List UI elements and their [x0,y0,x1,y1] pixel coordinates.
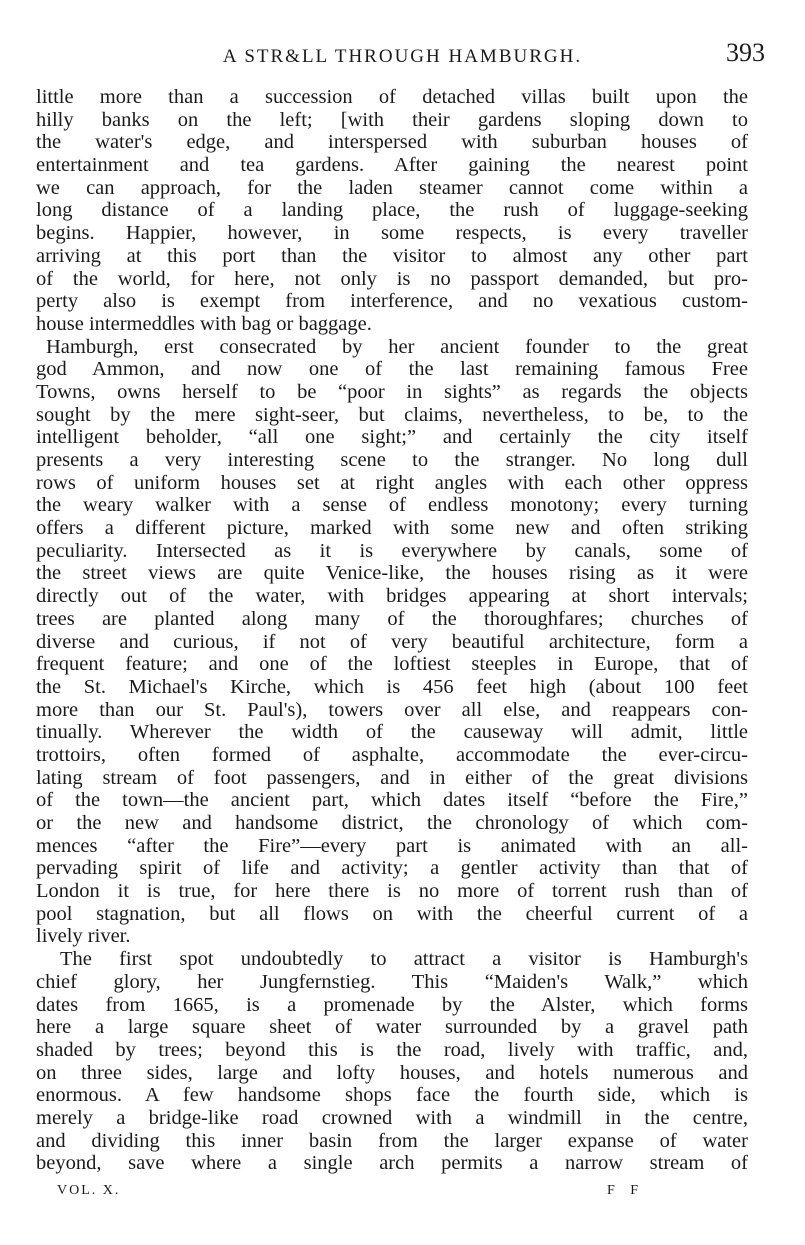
text-line: frequent feature; and one of the loftiest steeples in Europe, that of [36,653,748,676]
text-line: merely a bridge-like road crowned with a windmill in the centre, [36,1106,748,1129]
text-line: here a large square sheet of water surrounded by a gravel path [36,1016,748,1039]
paragraph-end-line: house intermeddles with bag or baggage. [36,312,372,335]
paragraph-first-line: Hamburgh, erst consecrated by her ancient founder to the great [46,335,748,358]
text-line: intelligent beholder, “all one sight;” and certainly the city itself [36,426,748,449]
text-line: chief glory, her Jungfernstieg. This “Maiden's Walk,” which [36,970,748,993]
text-line: the street views are quite Venice-like, the houses rising as it were [36,562,748,585]
text-line: we can approach, for the laden steamer cannot come within a [36,176,748,199]
text-line: or the new and handsome district, the chronology of which com- [36,812,748,834]
text-line: little more than a succession of detached villas built upon the [36,86,748,108]
body-text [36,86,748,1175]
text-line: of the town—the ancient part, which dates itself “before the Fire,” [36,789,748,812]
text-line: of the world, for here, not only is no passport demanded, but pro- [36,267,748,290]
text-line: beyond, save where a single arch permits a narrow stream of [36,1152,748,1175]
signature-mark: F F [607,1183,641,1198]
paragraph-first-line: The first spot undoubtedly to attract a visitor is Hamburgh's [60,948,748,971]
running-title: A STR&LL THROUGH HAMBURGH. [222,46,583,67]
text-line: trottoirs, often formed of asphalte, accommodate the ever-circu- [36,743,748,766]
text-line: offers a different picture, marked with some new and often striking [36,517,748,540]
text-line: on three sides, large and lofty houses, and hotels numerous and [36,1061,748,1084]
page-header [0,38,805,72]
text-line: directly out of the water, with bridges appearing at short intervals; [36,585,748,608]
text-line: rows of uniform houses set at right angles with each other oppress [36,471,748,494]
text-line: Towns, owns herself to be “poor in sights” as regards the objects [36,380,748,403]
text-line: trees are planted along many of the thoroughfares; churches of [36,607,748,630]
text-line: lating stream of foot passengers, and in either of the great divisions [36,766,748,789]
text-line: sought by the mere sight-seer, but claims, nevertheless, to be, to the [36,403,748,426]
text-line: shaded by trees; beyond this is the road, lively with traffic, and, [36,1038,748,1061]
page-number: 393 [726,38,765,67]
text-line: perty also is exempt from interference, and no vexatious custom- [36,290,748,313]
text-line: long distance of a landing place, the rush of luggage-seeking [36,199,748,222]
text-line: peculiarity. Intersected as it is everywhere by canals, some of [36,539,748,562]
paragraph-end-line: lively river. [36,925,131,948]
text-line: mences “after the Fire”—every part is animated with an all- [36,834,748,857]
text-line: pervading spirit of life and activity; a gentler activity than that of [36,857,748,880]
text-line: the water's edge, and interspersed with suburban houses of [36,131,748,154]
text-line: enormous. A few handsome shops face the fourth side, which is [36,1084,748,1107]
text-line: dates from 1665, is a promenade by the Alster, which forms [36,993,748,1016]
page-footer [0,1183,805,1207]
text-line: god Ammon, and now one of the last remaining famous Free [36,358,748,381]
text-line: the St. Michael's Kirche, which is 456 feet high (about 100 feet [36,675,748,698]
text-line: London it is true, for here there is no more of torrent rush than of [36,880,748,903]
text-line: more than our St. Paul's), towers over all else, and reappears con- [36,698,748,721]
text-line: entertainment and tea gardens. After gaining the nearest point [36,154,748,177]
text-line: tinually. Wherever the width of the causeway will admit, little [36,721,748,744]
text-line: and dividing this inner basin from the larger expanse of water [36,1129,748,1152]
text-line: hilly banks on the left; [with their gardens sloping down to [36,108,748,131]
text-line: begins. Happier, however, in some respects, is every traveller [36,222,748,245]
text-line: the weary walker with a sense of endless monotony; every turning [36,494,748,517]
text-line: arriving at this port than the visitor to almost any other part [36,244,748,267]
text-line: diverse and curious, if not of very beautiful architecture, form a [36,630,748,653]
volume-label: VOL. X. [57,1183,121,1198]
text-line: pool stagnation, but all flows on with the cheerful current of a [36,902,748,925]
text-line: presents a very interesting scene to the stranger. No long dull [36,449,748,471]
